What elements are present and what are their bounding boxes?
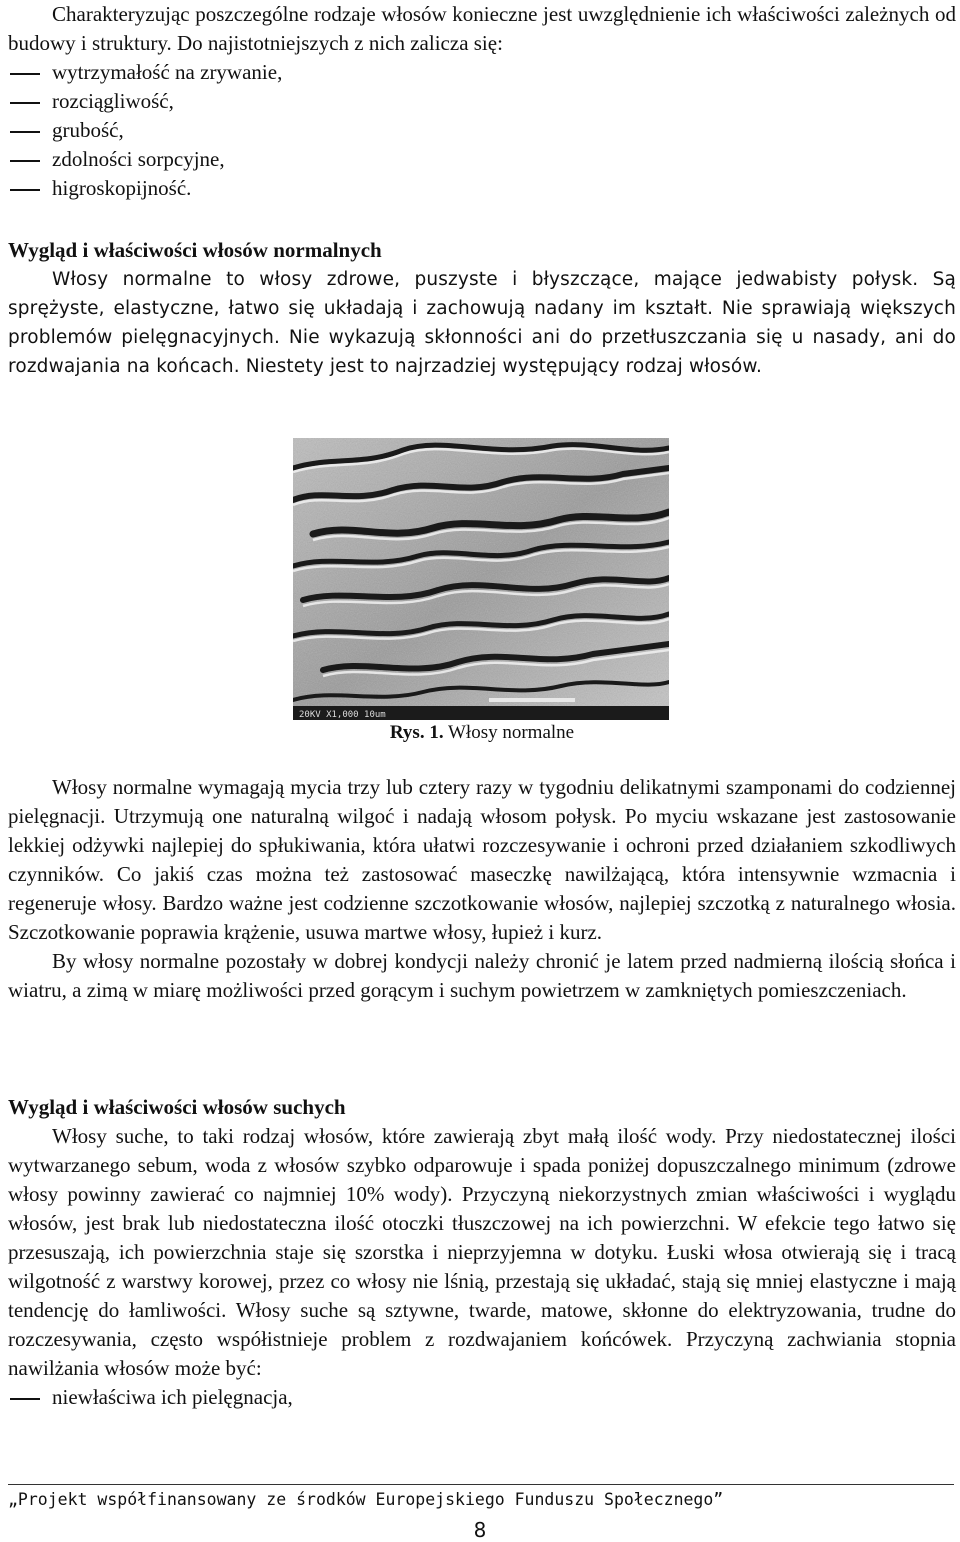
section-heading: Wygląd i właściwości włosów suchych [8, 1095, 346, 1119]
section-normal-care [8, 773, 956, 1005]
list-item: rozciągliwość, [8, 87, 956, 116]
section-paragraph: Włosy normalne to włosy zdrowe, puszyste i błyszczące, mające jedwabisty połysk. Są sprężyste, elastyczne, łatwo się układają i zachowują nadany im kształt. Nie sprawiają większych problemów pielęgnacyjnych. Nie wykazują skłonności ani do przetłuszczania się u nasady, ani do rozdwajania na końcach. Niestety jest to najrzadziej występujący rodzaj włosów. [8, 269, 956, 377]
section-paragraph: Włosy suche, to taki rodzaj włosów, które zawierają zbyt małą ilość wody. Przy niedostatecznej ilości wytwarzanego sebum, woda z włosów szybko odparowuje i spada poniżej dopuszczalnego minimum (zdrowe włosy powinny zawierać co najmniej 10% wody). Przyczyną niekorzystnych zmian właściwości i wyglądu włosów, jest brak lub niedostateczna ilość otoczki tłuszczowej na ich powierzchni. W efekcie tego łatwo się przesuszają, ich powierzchnia staje się szorstka i nieprzyjemna w dotyku. Łuski włosa otwierają się i tracą wilgotność z warstwy korowej, przez co włosy nie lśnią, przestają się układać, stają się mniej elastyczne i mają tendencję do łamliwości. Włosy suche są sztywne, twarde, matowe, skłonne do elektryzowania, trudne do rozczesywania, często współistnieje problem z rozdwajaniem końcówek. Przyczyną zachwiania stopnia nawilżania włosów może być: [8, 1124, 956, 1380]
intro-block [8, 0, 956, 203]
properties-list [8, 58, 956, 203]
causes-list [8, 1383, 956, 1412]
list-item: higroskopijność. [8, 174, 956, 203]
care-paragraph: Włosy normalne wymagają mycia trzy lub cztery razy w tygodniu delikatnymi szamponami do codziennej pielęgnacji. Utrzymują one naturalną wilgoć i nadają włosom połysk. Po myciu wskazane jest zastosowanie lekkiej odżywki najlepiej do spłukiwania, która ułatwi rozczesywanie i ochroni przed działaniem szkodliwych czynników. Co jakiś czas można też zastosować maseczkę nawilżającą, która intensywnie wzmacnia i regeneruje włosy. Bardzo ważne jest codzienne szczotkowanie włosów, najlepiej szczotką z naturalnego włosia. Szczotkowanie poprawia krążenie, usuwa martwe włosy, łupież i kurz. [8, 775, 956, 944]
list-item: wytrzymałość na zrywanie, [8, 58, 956, 87]
caption-label: Rys. 1. [389, 722, 444, 743]
page-number: 8 [473, 1518, 487, 1542]
section-dry-hair [8, 1093, 956, 1412]
figure-caption [8, 720, 956, 746]
section-normal-hair [8, 236, 956, 381]
list-item: grubość, [8, 116, 956, 145]
protection-paragraph: By włosy normalne pozostały w dobrej kondycji należy chronić je latem przed nadmierną ilością słońca i wiatru, a zimą w miarę możliwości przed gorącym i suchym powietrzem w zamkniętych pomieszczeniach. [8, 949, 956, 1002]
intro-paragraph: Charakteryzując poszczególne rodzaje włosów konieczne jest uwzględnienie ich właściwości zależnych od budowy i struktury. Do najistotniejszych z nich zalicza się: [8, 2, 956, 55]
footer-text: „Projekt współfinansowany ze środków Europejskiego Funduszu Społecznego” [8, 1490, 724, 1509]
footer-divider [8, 1484, 954, 1485]
caption-text: Włosy normalne [448, 722, 575, 743]
list-item: zdolności sorpcyjne, [8, 145, 956, 174]
list-item: niewłaściwa ich pielęgnacja, [8, 1383, 956, 1412]
hair-micrograph-image [293, 438, 669, 720]
svg-text:20KV X1,000 10um: 20KV X1,000 10um [299, 710, 386, 720]
section-heading: Wygląd i właściwości włosów normalnych [8, 238, 382, 262]
